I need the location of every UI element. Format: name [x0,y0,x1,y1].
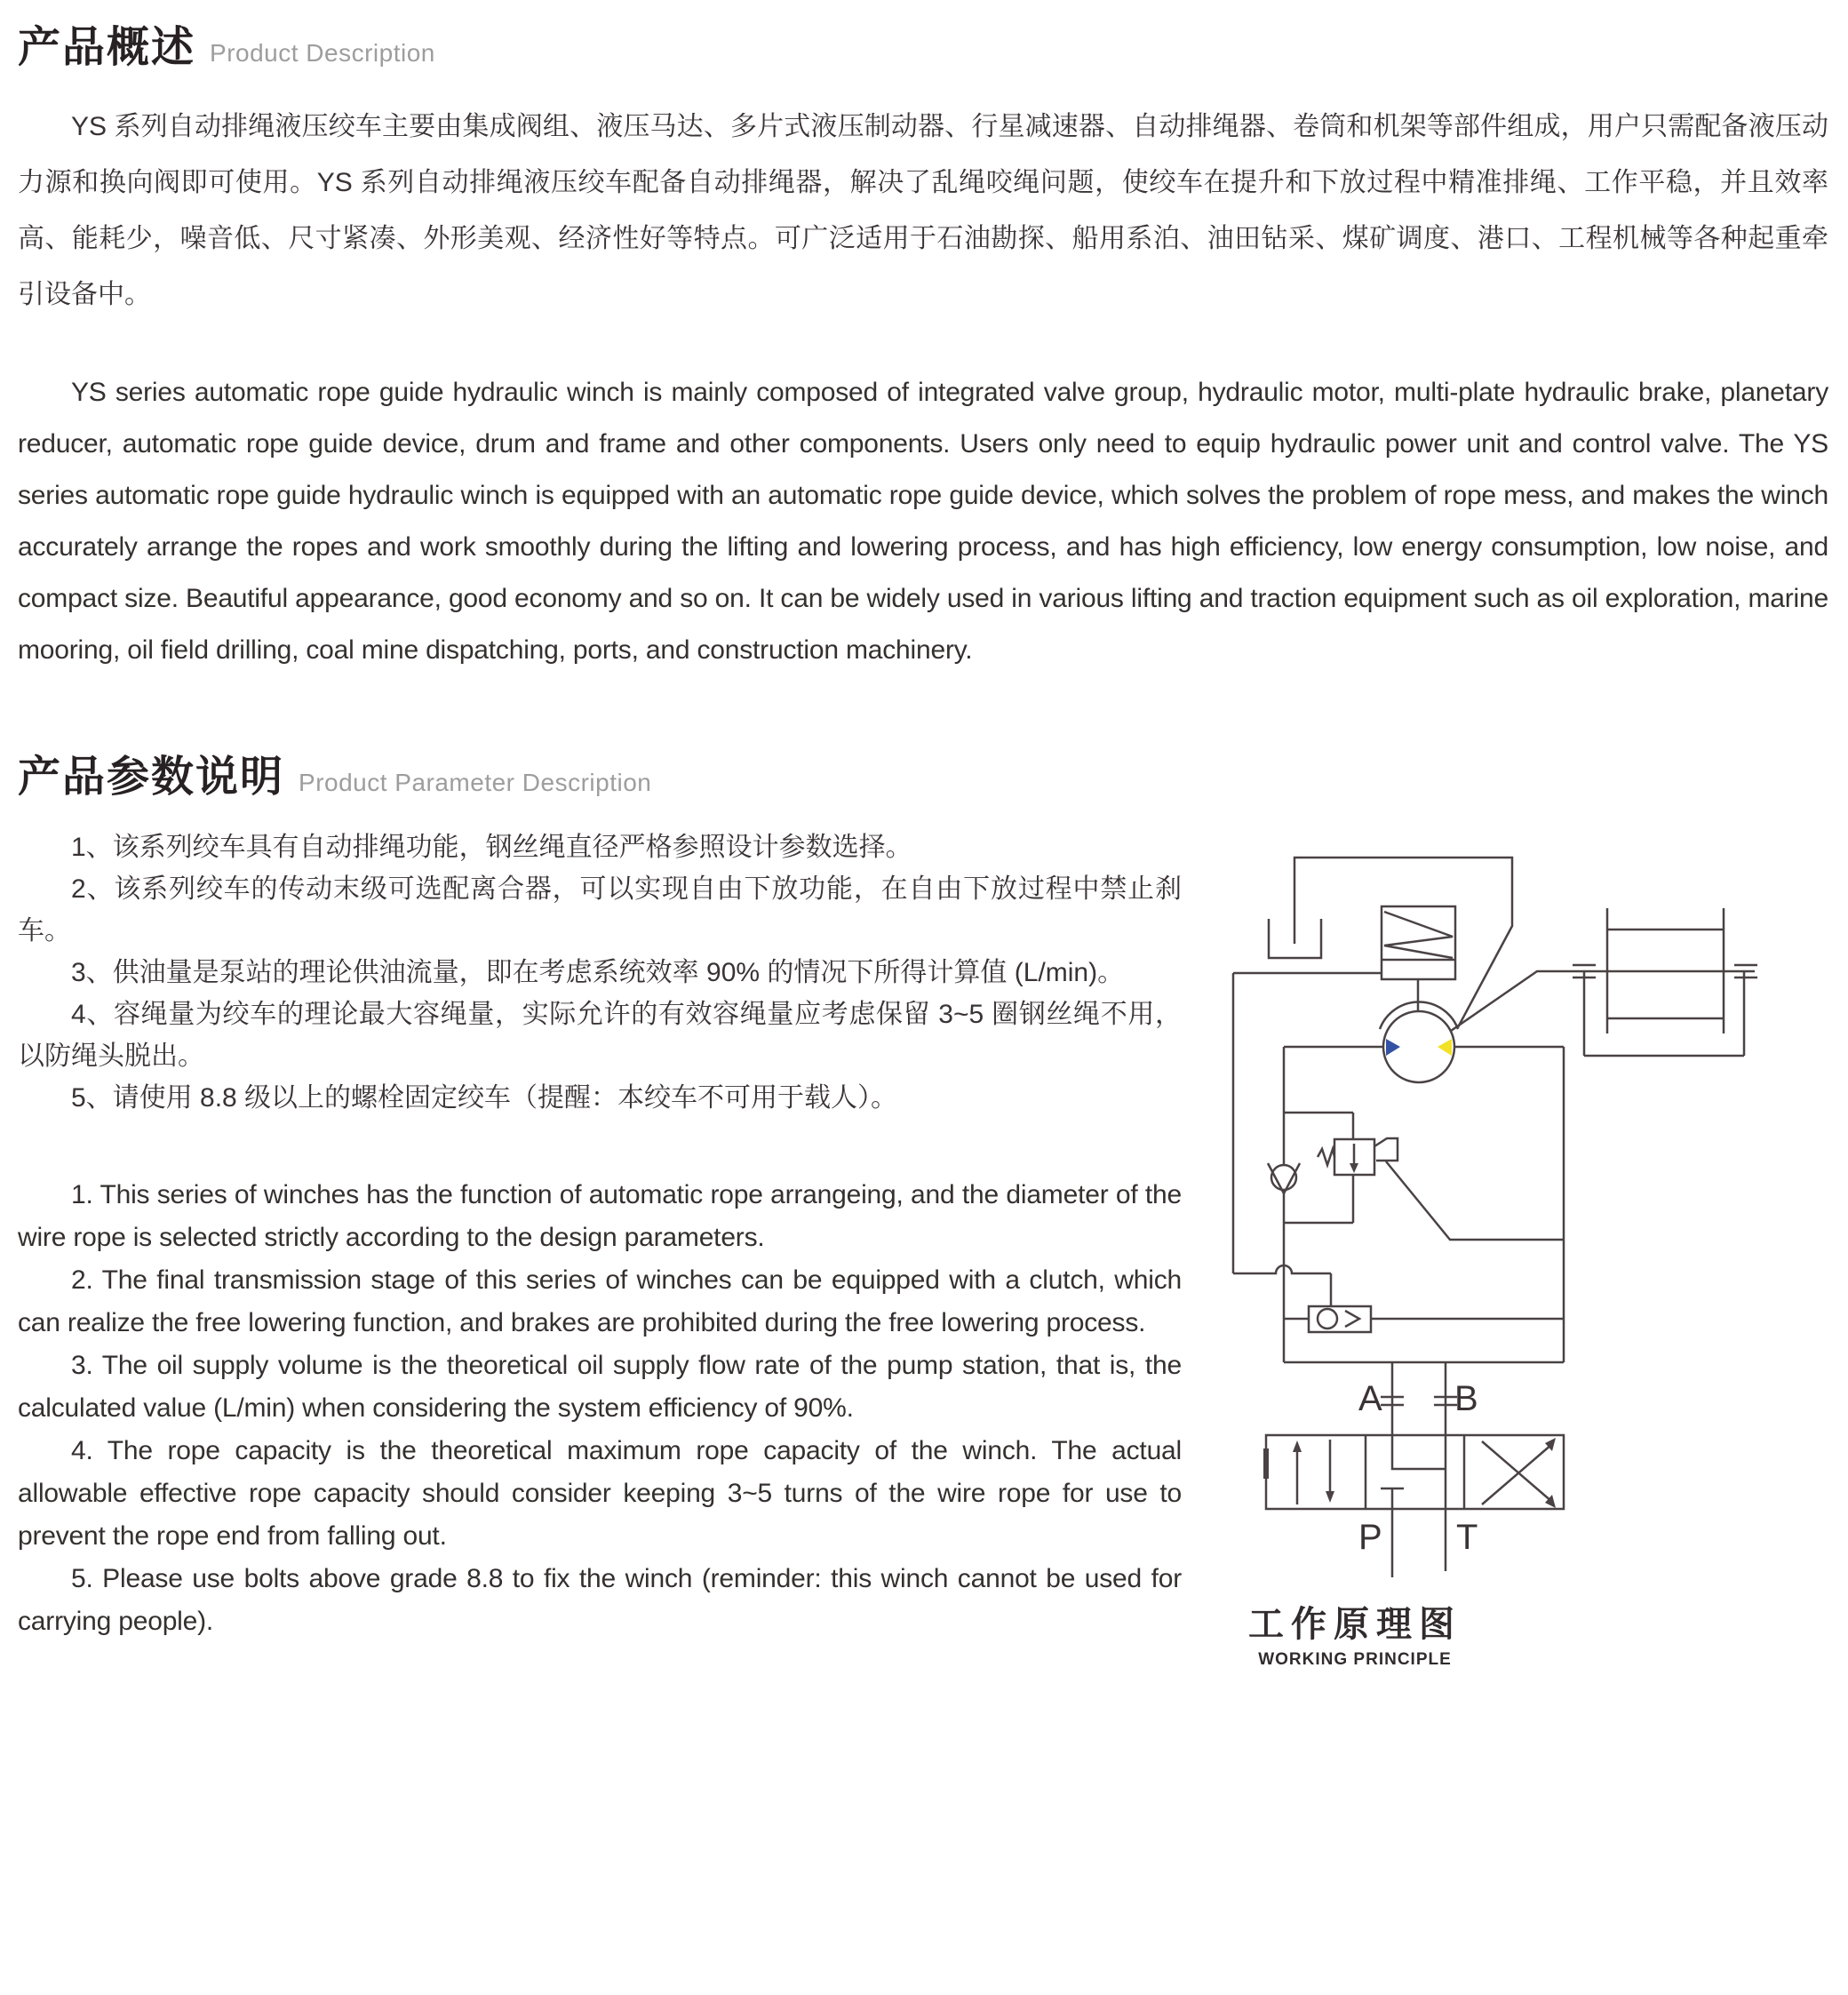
heading-zh: 产品概述 [18,24,196,71]
hydraulic-schematic [1182,826,1848,1670]
note-zh-item: 2、该系列绞车的传动末级可选配离合器，可以实现自由下放功能，在自由下放过程中禁止刹车。 [18,874,1182,946]
heading-zh: 产品参数说明 [18,754,285,801]
port-label-t: T [1456,1518,1478,1557]
notes-zh-list [18,826,1182,1119]
note-en-item: 3. The oil supply volume is the theoretical oil supply flow rate of the pump station, that is, the calculated value (L/min) when considering the system efficiency of 90%. [18,1351,1182,1423]
note-zh-item: 3、供油量是泵站的理论供油流量，即在考虑系统效率 90% 的情况下所得计算值 (L/min)。 [71,958,1125,987]
note-zh-item: 4、容绳量为绞车的理论最大容绳量，实际允许的有效容绳量应考虑保留 3~5 圈钢丝绳不用，以防绳头脱出。 [18,1000,1182,1071]
overview-paragraph-en: YS series automatic rope guide hydraulic winch is mainly composed of integrated valve group, hydraulic motor, multi-plate hydraulic brake, planetary reducer, automatic rope guide device, drum and frame and other components. Users only need to equip hydraulic power unit and control valve. The YS series automatic rope guide hydraulic winch is equipped with an automatic rope guide device, which solves the problem of rope mess, and makes the winch accurately arrange the ropes and work smoothly during the lifting and lowering process, and has high efficiency, low energy consumption, low noise, and compact size. Beautiful appearance, good economy and so on. It can be widely used in various lifting and traction equipment such as oil exploration, marine mooring, oil field drilling, coal mine dispatching, ports, and construction machinery. [18,378,1828,665]
heading-en-subtitle: Product Description [210,39,435,67]
hydraulic-schematic-drawing [1182,826,1848,1591]
heading-en-subtitle: Product Parameter Description [299,769,652,796]
port-label-b: B [1454,1379,1478,1418]
diagram-caption-en: WORKING PRINCIPLE [1258,1650,1452,1669]
overview-paragraph-zh: YS 系列自动排绳液压绞车主要由集成阀组、液压马达、多片式液压制动器、行星减速器、自动排绳器、卷筒和机架等部件组成，用户只需配备液压动力源和换向阀即可使用。YS 系列自动排绳液压绞车配备自动排绳器，解决了乱绳咬绳问题，使绞车在提升和下放过程中精准排绳、工作平稳，并且效率高、能耗少，噪音低、尺寸紧凑、外形美观、经济性好等特点。可广泛适用于石油勘探、船用系泊、油田钻采、煤矿调度、港口、工程机械等各种起重牵引设备中。 [18,112,1828,309]
note-en-item: 4. The rope capacity is the theoretical maximum rope capacity of the winch. The actual allowable effective rope capacity should consider keeping 3~5 turns of the wire rope for use to prevent the rope end from falling out. [18,1436,1182,1551]
section-parameters [18,742,1828,1670]
diagram-caption-zh: 工作原理图 [1248,1605,1462,1644]
diagram-caption [1182,1596,1528,1670]
notes-en-list [18,1174,1182,1643]
section-heading-parameters [18,742,1828,803]
note-en-item: 5. Please use bolts above grade 8.8 to fix the winch (reminder: this winch cannot be used for carrying people). [18,1564,1182,1636]
port-label-a: A [1358,1379,1382,1418]
note-zh-item: 5、请使用 8.8 级以上的螺栓固定绞车（提醒：本绞车不可用于载人）。 [71,1083,898,1113]
port-label-p: P [1358,1518,1382,1557]
note-en-item: 2. The final transmission stage of this series of winches can be equipped with a clutch, which can realize the free lowering function, and brakes are prohibited during the free lowering process. [18,1265,1182,1337]
parameter-notes-column [18,826,1182,1670]
section-heading-overview [18,12,1828,74]
note-zh-item: 1、该系列绞车具有自动排绳功能，钢丝绳直径严格参照设计参数选择。 [71,833,912,862]
note-en-item: 1. This series of winches has the function of automatic rope arrangeing, and the diameter of the wire rope is selected strictly according to the design parameters. [18,1180,1182,1252]
working-principle-diagram-area [1182,826,1848,1670]
